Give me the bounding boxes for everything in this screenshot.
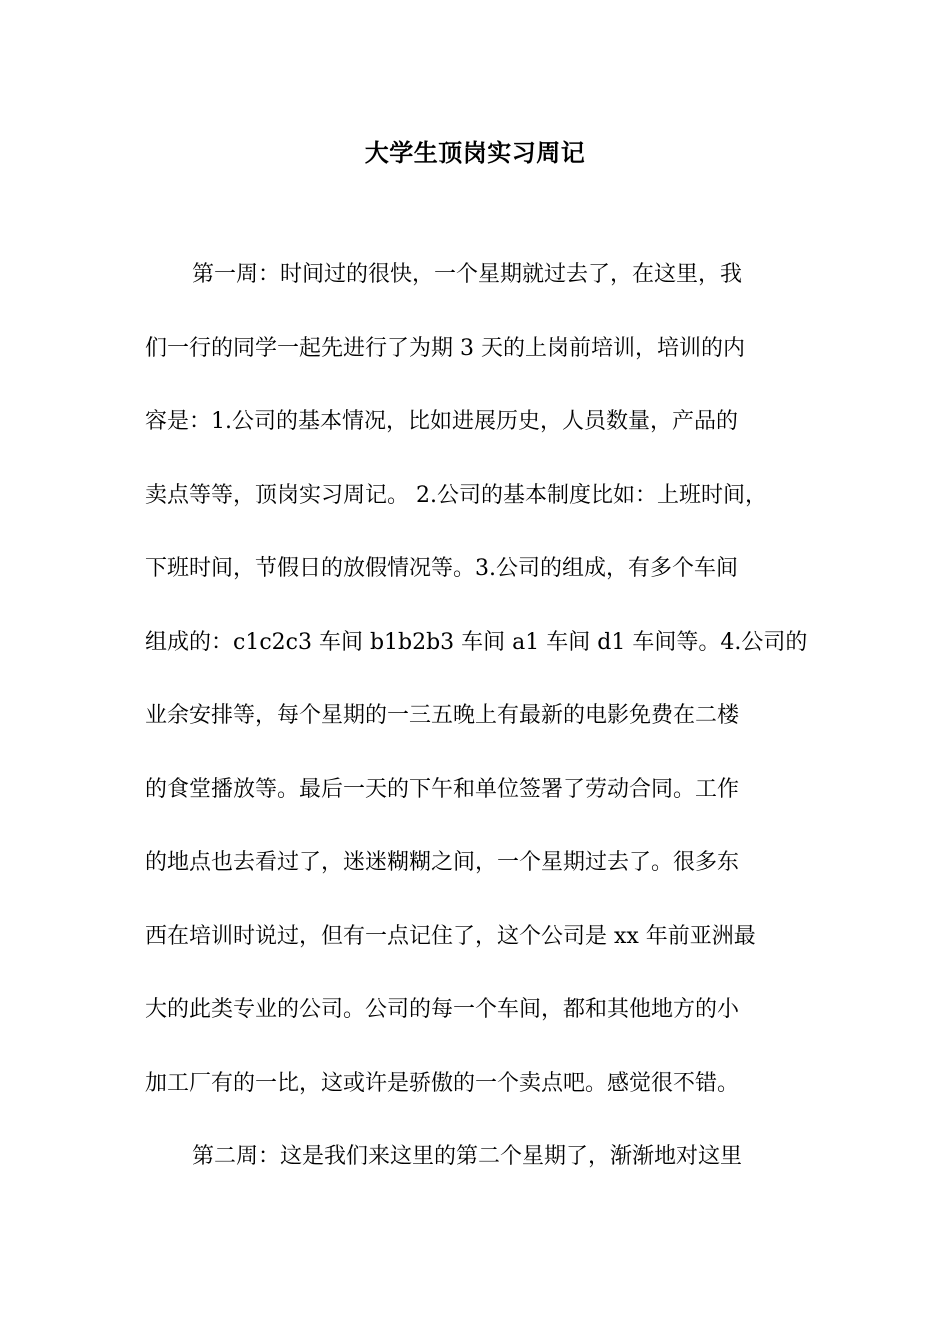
paragraph-line: 大的此类专业的公司。公司的每一个车间，都和其他地方的小 [145,997,740,1022]
paragraph-line: 西在培训时说过，但有一点记住了，这个公司是 xx 年前亚洲最 [145,923,756,949]
paragraph-line: 业余安排等，每个星期的一三五晚上有最新的电影免费在二楼 [145,703,740,728]
paragraph-line: 卖点等等，顶岗实习周记。 2.公司的基本制度比如：上班时间， [145,482,767,508]
paragraph-line: 容是：1.公司的基本情况，比如进展历史，人员数量，产品的 [145,409,738,434]
paragraph-line: 下班时间，节假日的放假情况等。3.公司的组成，有多个车间 [145,556,738,581]
paragraph-line: 的食堂播放等。最后一天的下午和单位签署了劳动合同。工作 [145,776,740,802]
document-body [145,253,825,1209]
paragraph-line: 加工厂有的一比，这或许是骄傲的一个卖点吧。感觉很不错。 [145,1070,740,1096]
paragraph-line: 的地点也去看过了，迷迷糊糊之间，一个星期过去了。很多东 [145,850,740,875]
paragraph-line: 组成的：c1c2c3 车间 b1b2b3 车间 a1 车间 d1 车间等。4.公司的 [145,629,808,655]
paragraph-line: 第二周：这是我们来这里的第二个星期了，渐渐地对这里 [192,1144,743,1169]
paragraph-line: 第一周：时间过的很快，一个星期就过去了，在这里，我 [192,262,743,287]
paragraph-line: 们一行的同学一起先进行了为期 3 天的上岗前培训，培训的内 [145,335,745,361]
document-title: 大学生顶岗实习周记 [364,138,586,167]
